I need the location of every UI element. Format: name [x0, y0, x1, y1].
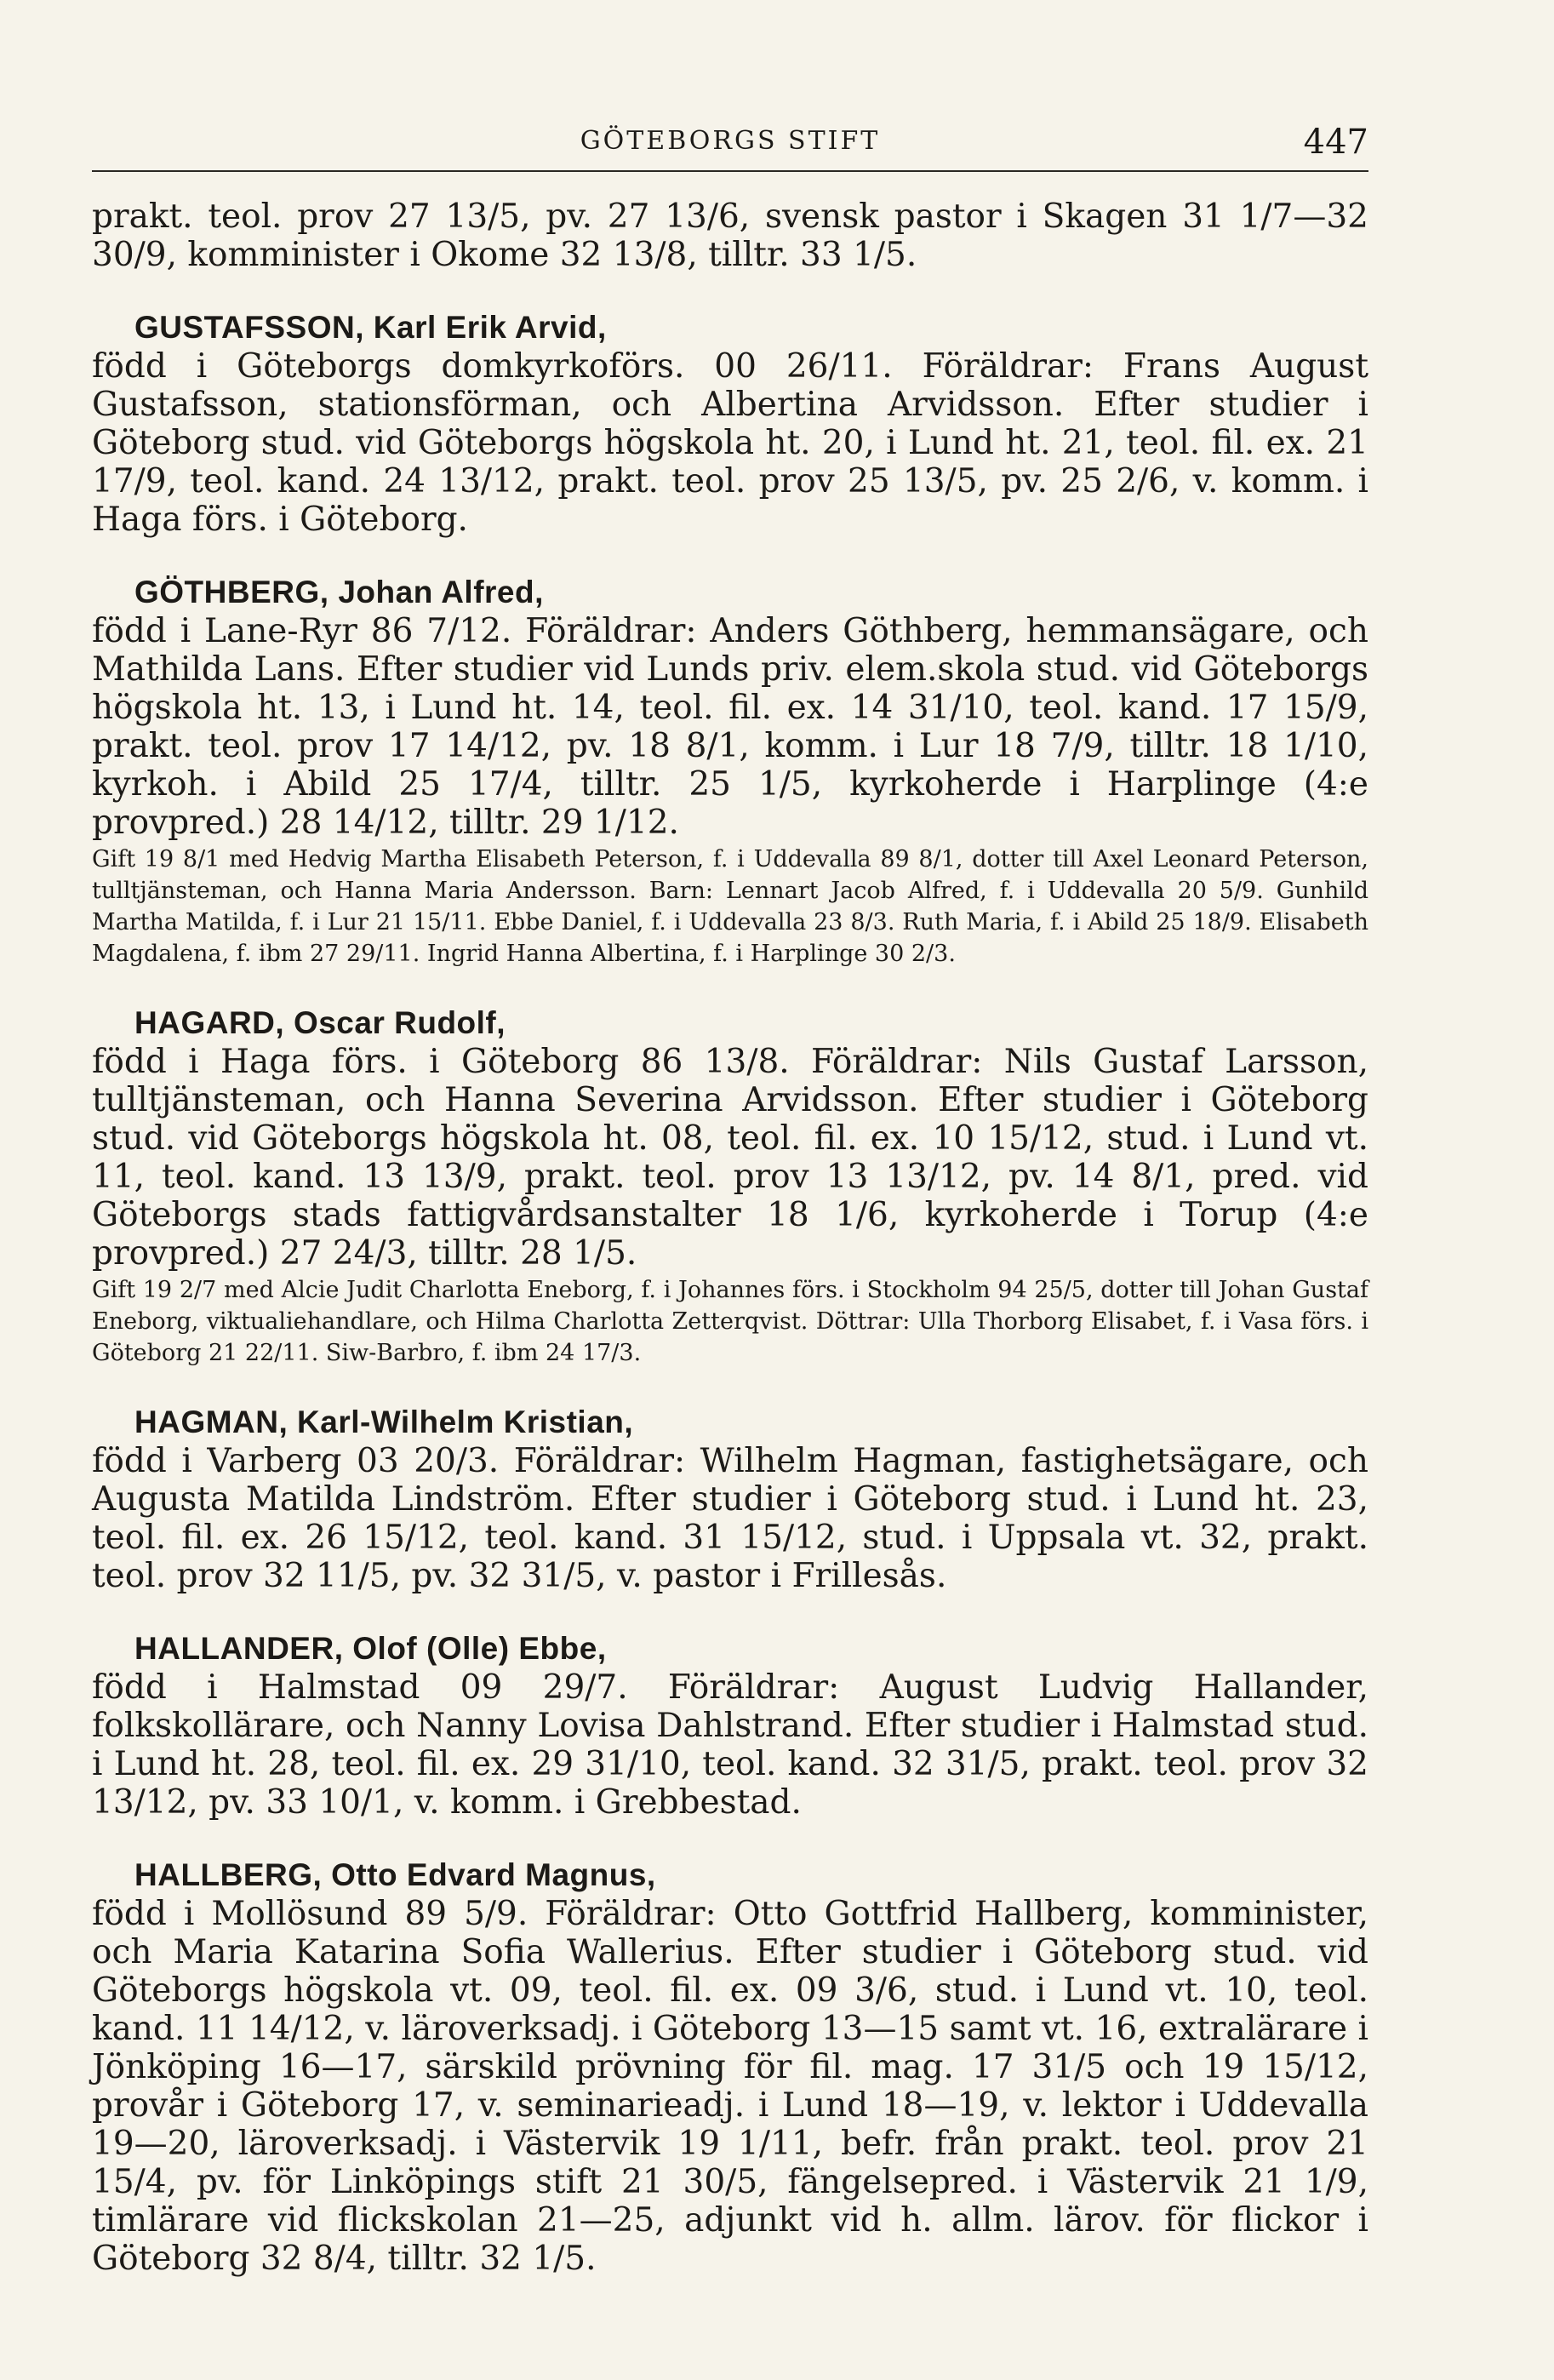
- header-rule: [92, 170, 1368, 172]
- entry-continuation: [92, 197, 1368, 274]
- entry-body: född i Varberg 03 20/3. Föräldrar: Wilhelm Hagman, fastighetsägare, och Augusta Matilda Lindström. Efter studier i Göteborg stud. i Lund ht. 23, teol. fil. ex. 26 15/12, teol. kand. 31 15/12, stud. i Uppsala vt. 32, prakt. teol. prov 32 11/5, pv. 32 31/5, v. pastor i Frillesås.: [92, 1442, 1368, 1595]
- entry-body: född i Mollösund 89 5/9. Föräldrar: Otto Gottfrid Hallberg, komminister, och Maria Katarina Sofia Wallerius. Efter studier i Göteborg stud. vid Göteborgs högskola vt. 09, teol. fil. ex. 09 3/6, stud. i Lund vt. 10, teol. kand. 11 14/12, v. läroverksadj. i Göteborg 13—15 samt vt. 16, extralärare i Jönköping 16—17, särskild prövning för fil. mag. 17 31/5 och 19 15/12, provår i Göteborg 17, v. seminarieadj. i Lund 18—19, v. lektor i Uddevalla 19—20, läroverksadj. i Västervik 19 1/11, befr. från prakt. teol. prov 21 15/4, pv. för Linköpings stift 21 30/5, fängelsepred. i Västervik 21 1/9, timlärare vid flickskolan 21—25, adjunkt vid h. allm. lärov. för flickor i Göteborg 32 8/4, tilltr. 32 1/5.: [92, 1895, 1368, 2278]
- entry-hagard: [92, 1004, 1368, 1369]
- page-number: 447: [1303, 123, 1368, 162]
- entry-family-note: Gift 19 2/7 med Alcie Judit Charlotta Eneborg, f. i Johannes förs. i Stockholm 94 25/5, dotter till Johan Gustaf Eneborg, viktualiehandlare, och Hilma Charlotta Zetterqvist. Döttrar: Ulla Thorborg Elisabet, f. i Vasa förs. i Göteborg 21 22/11. Siw-Barbro, f. ibm 24 17/3.: [92, 1277, 1368, 1366]
- entry-name: HAGMAN, Karl-Wilhelm Kristian,: [134, 1405, 634, 1439]
- entry-name: HAGARD, Oscar Rudolf,: [134, 1005, 506, 1040]
- entry-name: HALLANDER, Olof (Olle) Ebbe,: [134, 1631, 607, 1666]
- entry-name: HALLBERG, Otto Edvard Magnus,: [134, 1857, 656, 1892]
- entry-hagman: [92, 1403, 1368, 1595]
- entry-gothberg: [92, 573, 1368, 970]
- entry-family-note: Gift 19 8/1 med Hedvig Martha Elisabeth Peterson, f. i Uddevalla 89 8/1, dotter till Axel Leonard Peterson, tulltjänsteman, och Hanna Maria Andersson. Barn: Lennart Jacob Alfred, f. i Uddevalla 20 5/9. Gunhild Martha Matilda, f. i Lur 21 15/11. Ebbe Daniel, f. i Uddevalla 23 8/3. Ruth Maria, f. i Abild 25 18/9. Elisabeth Magdalena, f. ibm 27 29/11. Ingrid Hanna Albertina, f. i Harplinge 30 2/3.: [92, 846, 1368, 967]
- entry-body: född i Halmstad 09 29/7. Föräldrar: August Ludvig Hallander, folkskollärare, och Nanny Lovisa Dahlstrand. Efter studier i Halmstad stud. i Lund ht. 28, teol. fil. ex. 29 31/10, teol. kand. 32 31/5, prakt. teol. prov 32 13/12, pv. 33 10/1, v. komm. i Grebbestad.: [92, 1668, 1368, 1822]
- page-content: [92, 197, 1368, 2278]
- entry-body: född i Göteborgs domkyrkoförs. 00 26/11. Föräldrar: Frans August Gustafsson, stationsförman, och Albertina Arvidsson. Efter studier i Göteborg stud. vid Göteborgs högskola ht. 20, i Lund ht. 21, teol. fil. ex. 21 17/9, teol. kand. 24 13/12, prakt. teol. prov 25 13/5, pv. 25 2/6, v. komm. i Haga förs. i Göteborg.: [92, 347, 1368, 539]
- entry-body: prakt. teol. prov 27 13/5, pv. 27 13/6, svensk pastor i Skagen 31 1/7—32 30/9, komminister i Okome 32 13/8, tilltr. 33 1/5.: [92, 197, 1368, 274]
- entry-name: GÖTHBERG, Johan Alfred,: [134, 575, 544, 609]
- entry-gustafsson: [92, 308, 1368, 539]
- entry-hallander: [92, 1629, 1368, 1822]
- entry-name: GUSTAFSSON, Karl Erik Arvid,: [134, 310, 607, 345]
- entry-hallberg: [92, 1856, 1368, 2278]
- entry-body: född i Lane-Ryr 86 7/12. Föräldrar: Anders Göthberg, hemmansägare, och Mathilda Lans. Efter studier vid Lunds priv. elem.skola stud. vid Göteborgs högskola ht. 13, i Lund ht. 14, teol. fil. ex. 14 31/10, teol. kand. 17 15/9, prakt. teol. prov 17 14/12, pv. 18 8/1, komm. i Lur 18 7/9, tilltr. 18 1/10, kyrkoh. i Abild 25 17/4, tilltr. 25 1/5, kyrkoherde i Harplinge (4:e provpred.) 28 14/12, tilltr. 29 1/12.: [92, 612, 1368, 842]
- page-header: [92, 117, 1368, 169]
- entry-body: född i Haga förs. i Göteborg 86 13/8. Föräldrar: Nils Gustaf Larsson, tulltjänsteman, och Hanna Severina Arvidsson. Efter studier i Göteborg stud. vid Göteborgs högskola ht. 08, teol. fil. ex. 10 15/12, stud. i Lund vt. 11, teol. kand. 13 13/9, prakt. teol. prov 13 13/12, pv. 14 8/1, pred. vid Göteborgs stads fattigvårdsanstalter 18 1/6, kyrkoherde i Torup (4:e provpred.) 27 24/3, tilltr. 28 1/5.: [92, 1043, 1368, 1273]
- running-title: GÖTEBORGS STIFT: [580, 126, 881, 156]
